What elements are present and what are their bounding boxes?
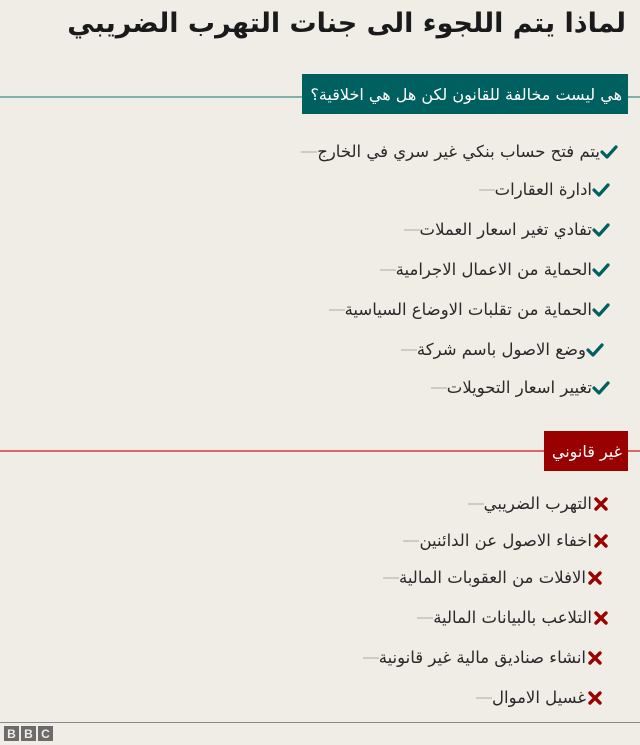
list-item	[365, 568, 618, 587]
dash-icon	[301, 151, 317, 153]
list-item	[413, 378, 618, 397]
dash-icon	[476, 697, 492, 699]
list-item	[458, 688, 618, 707]
page-title: لماذا يتم اللجوء الى جنات التهرب الضريبي	[67, 8, 626, 39]
check-icon	[586, 341, 604, 359]
dash-icon	[363, 657, 379, 659]
check-icon	[592, 261, 610, 279]
dash-icon	[404, 229, 420, 231]
dash-icon	[479, 189, 495, 191]
list-item-text: غسيل الاموال	[492, 688, 586, 707]
list-item	[383, 340, 618, 359]
footer-divider	[0, 722, 640, 723]
dash-icon	[403, 540, 419, 542]
cross-icon	[592, 495, 610, 513]
list-item	[311, 300, 618, 319]
list-item-text: التلاعب بالبيانات المالية	[433, 608, 592, 627]
cross-icon	[586, 649, 604, 667]
dash-icon	[468, 503, 484, 505]
legal-section-label	[302, 74, 628, 114]
list-item	[362, 260, 618, 279]
dash-icon	[401, 349, 417, 351]
list-item	[450, 494, 618, 513]
list-item-text: الحماية من تقلبات الاوضاع السياسية	[344, 300, 592, 319]
logo-letter: B	[21, 726, 36, 741]
list-item	[386, 220, 618, 239]
dash-icon	[383, 577, 399, 579]
cross-icon	[592, 532, 610, 550]
illegal-section-label	[544, 431, 628, 471]
cross-icon	[586, 569, 604, 587]
illegal-section-label-text: غير قانوني	[551, 441, 622, 461]
dash-icon	[431, 387, 447, 389]
list-item-text: تفادي تغير اسعار العملات	[419, 220, 592, 239]
legal-section-label-text: هي ليست مخالفة للقانون لكن هل هي اخلاقية؟	[310, 84, 622, 104]
bbc-logo	[4, 726, 53, 741]
cross-icon	[592, 609, 610, 627]
cross-icon	[586, 689, 604, 707]
check-icon	[592, 301, 610, 319]
list-item	[283, 142, 618, 161]
list-item	[345, 648, 618, 667]
check-icon	[592, 379, 610, 397]
list-item	[461, 180, 618, 199]
list-item-text: وضع الاصول باسم شركة	[416, 340, 586, 359]
list-item-text: انشاء صناديق مالية غير قانونية	[378, 648, 586, 667]
logo-letter: B	[4, 726, 19, 741]
list-item-text: ادارة العقارات	[494, 180, 592, 199]
list-item-text: تغيير اسعار التحويلات	[446, 378, 592, 397]
dash-icon	[329, 309, 345, 311]
list-item-text: اخفاء الاصول عن الدائنين	[419, 531, 592, 550]
list-item-text: الافلات من العقوبات المالية	[398, 568, 586, 587]
dash-icon	[380, 269, 396, 271]
list-item	[399, 608, 618, 627]
check-icon	[600, 143, 618, 161]
check-icon	[592, 181, 610, 199]
list-item	[385, 531, 618, 550]
list-item-text: يتم فتح حساب بنكي غير سري في الخارج	[317, 142, 600, 161]
dash-icon	[417, 617, 433, 619]
check-icon	[592, 221, 610, 239]
list-item-text: التهرب الضريبي	[483, 494, 592, 513]
list-item-text: الحماية من الاعمال الاجرامية	[395, 260, 592, 279]
logo-letter: C	[38, 726, 53, 741]
